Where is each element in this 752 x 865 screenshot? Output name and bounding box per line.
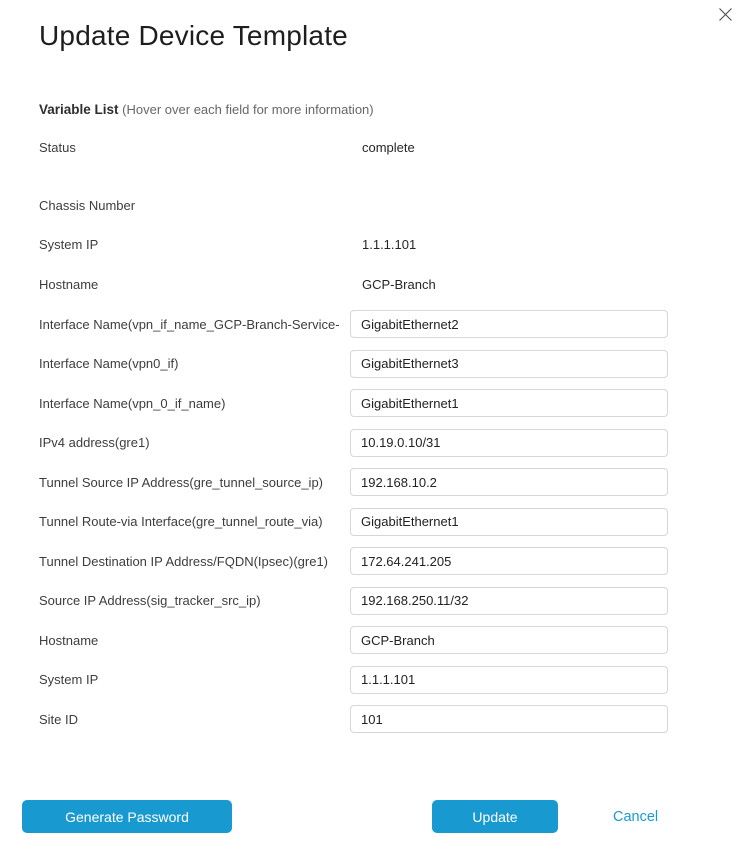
- update-button[interactable]: Update: [432, 800, 558, 833]
- variable-label: Tunnel Destination IP Address/FQDN(Ipsec)(gre1): [39, 553, 329, 569]
- variable-label: Tunnel Source IP Address(gre_tunnel_source_ip): [39, 474, 324, 490]
- variable-rows: [39, 0, 668, 760]
- variable-label: Hostname: [39, 276, 99, 292]
- variable-label: IPv4 address(gre1): [39, 435, 150, 450]
- variable-label: Site ID: [39, 711, 79, 727]
- close-icon: [718, 7, 733, 22]
- variable-row: [39, 344, 668, 383]
- variable-input[interactable]: [350, 705, 668, 733]
- variable-row: [39, 384, 668, 423]
- variable-row: [39, 225, 668, 264]
- variable-row: [39, 502, 668, 541]
- variable-row: [39, 423, 668, 462]
- generate-password-button[interactable]: Generate Password: [22, 800, 232, 833]
- variable-row: [39, 305, 668, 344]
- variable-label: Interface Name(vpn_if_name_GCP-Branch-Service-: [39, 316, 340, 332]
- variable-label: Interface Name(vpn_0_if_name): [39, 395, 226, 411]
- variable-input[interactable]: [350, 310, 668, 338]
- variable-label: Tunnel Route-via Interface(gre_tunnel_route_via): [39, 514, 323, 529]
- variable-row: [39, 660, 668, 699]
- variable-row: [39, 128, 668, 167]
- variable-label: Interface Name(vpn0_if): [39, 356, 179, 371]
- variable-input[interactable]: [350, 508, 668, 536]
- variable-list-label: Variable List: [39, 102, 119, 117]
- variable-input[interactable]: [350, 626, 668, 654]
- variable-list-hint: (Hover over each field for more information): [122, 102, 374, 117]
- variable-input[interactable]: [350, 350, 668, 378]
- variable-row: [39, 542, 668, 581]
- variable-input[interactable]: [350, 468, 668, 496]
- variable-input[interactable]: [350, 547, 668, 575]
- variable-input[interactable]: [350, 666, 668, 694]
- variable-label: System IP: [39, 672, 99, 687]
- variable-input[interactable]: [350, 587, 668, 615]
- variable-row: [39, 265, 668, 304]
- variable-row: [39, 463, 668, 502]
- variable-label: Hostname: [39, 632, 99, 648]
- variable-label: System IP: [39, 236, 99, 252]
- variable-value: complete: [362, 139, 415, 155]
- variable-input[interactable]: [350, 389, 668, 417]
- variable-row: [39, 186, 668, 225]
- cancel-button[interactable]: Cancel: [613, 806, 658, 828]
- dialog-title: Update Device Template: [39, 20, 348, 51]
- variable-label: Chassis Number: [39, 197, 136, 213]
- variable-label: Status: [39, 139, 76, 155]
- variable-label: Source IP Address(sig_tracker_src_ip): [39, 593, 261, 608]
- variable-value: 1.1.1.101: [362, 236, 417, 252]
- variable-row: [39, 581, 668, 620]
- variable-row: [39, 621, 668, 660]
- variable-row: [39, 700, 668, 739]
- variable-input[interactable]: [350, 429, 668, 457]
- close-button[interactable]: [716, 5, 734, 23]
- variable-value: GCP-Branch: [362, 276, 436, 292]
